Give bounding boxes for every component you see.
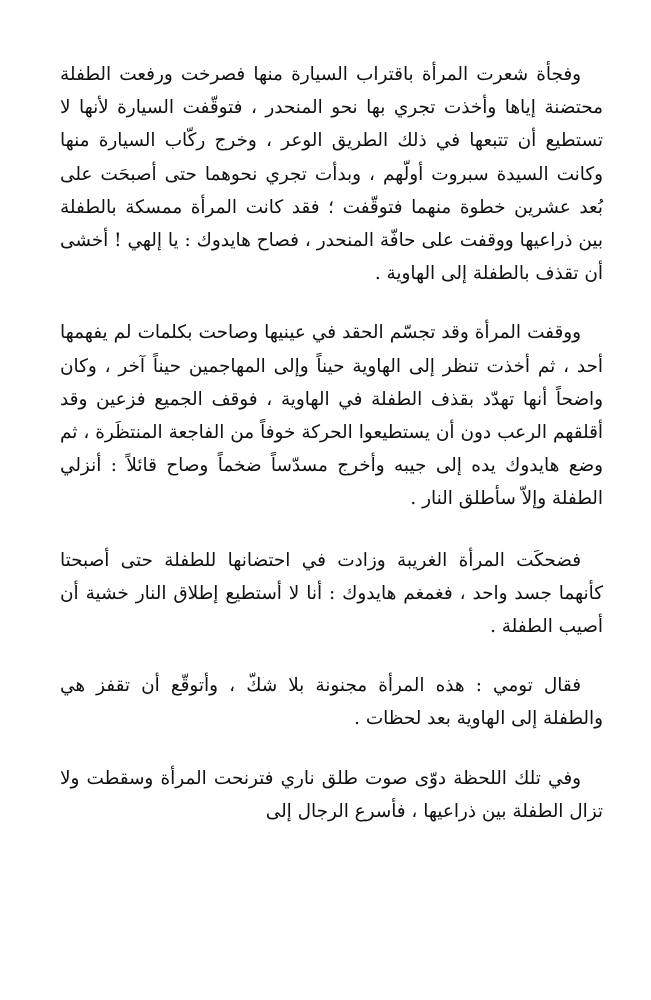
paragraph-spacer [60, 290, 603, 316]
book-page [60, 58, 603, 828]
paragraph-spacer [60, 516, 603, 544]
paragraph-1: وفجأة شعرت المرأة باقتراب السيارة منها فصرخت ورفعت الطفلة محتضنة إياها وأخذت تجري بها نحو المنحدر ، فتوقّفت السيارة لأنها لا تستطيع أن تتبعها في ذلك الطريق الوعر ، وخرج ركّاب السيارة منها وكانت السيدة سبروت أولّهم ، وبدأت تجري نحوهما حتى أصبحَت على بُعد عشرين خطوة منهما فتوقّفت ؛ فقد كانت المرأة ممسكة بالطفلة بين ذراعيها ووقفت على حافّة المنحدر ، فصاح هايدوك : يا إلهي ! أخشى أن تقذف بالطفلة إلى الهاوية . [60, 64, 603, 285]
paragraph-5: وفي تلك اللحظة دوّى صوت طلق ناري فترنحت المرأة وسقطت ولا تزال الطفلة بين ذراعيها ، فأسرع الرجال إلى [60, 767, 603, 822]
paragraph-spacer [60, 736, 603, 762]
paragraph-spacer [60, 643, 603, 669]
paragraph-3: فضحكَت المرأة الغريبة وزادت في احتضانها للطفلة حتى أصبحتا كأنهما جسد واحد ، فغمغم هايدوك : أنا لا أستطيع إطلاق النار خشية أن أصيب الطفلة . [60, 549, 603, 638]
paragraph-4: فقال تومي : هذه المرأة مجنونة بلا شكّ ، وأتوقّع أن تقفز هي والطفلة إلى الهاوية بعد لحظات . [60, 675, 603, 730]
paragraph-2: ووقفت المرأة وقد تجسّم الحقد في عينيها وصاحت بكلمات لم يفهمها أحد ، ثم أخذت تنظر إلى الهاوية حيناً وإلى المهاجمين حيناً آخر ، وكان واضحاً أنها تهدّد بقذف الطفلة في الهاوية ، فوقف الجميع فزعين وقد أقلقهم الرعب دون أن يستطيعوا الحركة خوفاً من الفاجعة المنتظَرة ، ثم وضع هايدوك يده إلى جيبه وأخرج مسدّساً ضخماً وصاح قائلاً : أنزلي الطفلة وإلاّ سأطلق النار . [60, 322, 603, 510]
